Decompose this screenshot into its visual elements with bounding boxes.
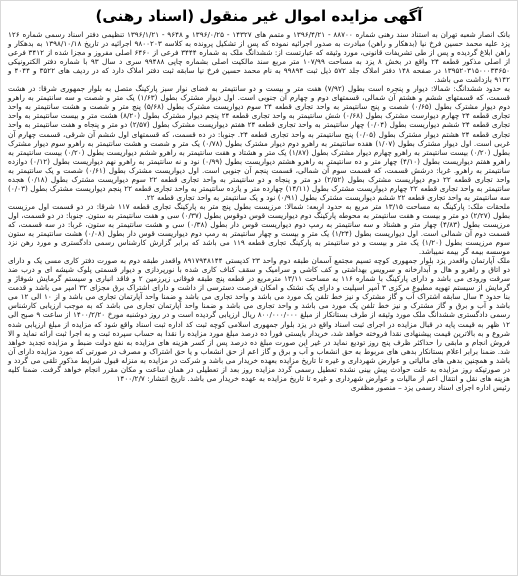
notice-title-bar	[5, 4, 513, 28]
signature-line	[8, 383, 510, 392]
paragraph-auction-terms: ملک آپارتمان واقعدر یزد بلوار جمهوری کوچه تسیم مجتمع آسمان طبقه دوم واحد ۲۳ کدپستی ۸۹۱۷۹۴۸۱۴۴ واقعدر طبقه دوم به صورت دفتر کاری مسی یک و دارای دو اتاق و راهرو و هال و آبدارخانه و سرویس بهداشتی و کف کاشی و سرامیک و سقف کناف کاری شده با نورپردازی و دیوار قسمتی پلوک شیشه ای و درب ضد سرقت ورودی می باشد و دارای پارکینگ با شماره ۱۱۶ به مساحت ۱۳/۱۱ مترمربع در قطعه پنج طبقه فوقانی زیرزمین ۲ و فاقد انباری و سیستم گرمایش شوفاژ و گرمایش از سیستم تهویه مطبوع مرکزی ۳ آمپر اسپلیت و دارای یک نشتک و امکان فرصت دسترسی از داشت و دارای اشتراک برق مجزای ۳۲ امپر می باشد و قدمت بنا حدود ۳ سال سابقه اشتراک آب و گاز مشترک و نیز خط تلفن یک مورد می باشد و واحد تجاری می باشد و ضمنا واحد آپارتمان تجاری می باشد و از ۱۰ الی ۱۲ می باشد و آب و برق و گاز مشترک و نیز خط تلفن یک مورد می باشد و واحد تجاری می باشد و ضمنا واحد آپارتمان تجاری می باشد که به موجب ارزیابی کارشناس رسمی دادگستری ششدانگ ملک مورد وثیقه از طرف بستانکار از مبلغ ۸۰۰/۰۰۰/۰۰۰ ریال ارزیابی گردیده است و در روز دوشنبه مورخ ۱۴۰۰/۲/۲۰ از ساعت ۹ صبح الی ۱۲ ظهر به قیمت پایه در قبال مزایده در اجرای ثبت اسناد واقع در یزد بلوار جمهوری اسلامی کوچه ثبت کد اداره ثبت اسناد واقع شود که مزایده از مبلغ ارزیابی شده شروع و به بالاترین قیمت پیشنهادی نقدا فروخته خواهد شد، خریدار بایستی فورا ده درصد مبلغ مورد مزایده را نقدا به حساب سپرده ثبت و به اجرا ثبت ارائه نماید و الا فروش انجام و مابقی را حداکثر ظرف پنج روز تودیع نماید در غیر این صورت مبلغ ده درصد پس از کسر هزینه های مزایده به نفع دولت ضبط و مزایده تجدید خواهد شد. ضمنا برابر اعلام بستانکار بدهی های مربوط به حق انشعاب و آب و برق و گاز اعم از حق انشعاب و یا حق اشتراک و مصرف در صورتی که مورد مزایده دارای آن باشد و همچنین بدهی های مالیاتی و عوارض شهرداری و غیره تا تاریخ مزایده بعهده خریدار می باشد و شرکت در مزایده به منزله قبول شرایط مذکور تلقی می گردد و در صورتیکه روز مزایده به علت حوادث پیش بینی نشده تعطیل رسمی گردد مزایده روز بعد از تعطیلی در همان ساعت و مکان مقرر انجام خواهد گرفت. ضمنا کلیه هزینه های نقل و انتقال اعم از مالیات و عوارض شهرداری و غیره تا تاریخ مزایده به عهده خریدار می باشد. تاریخ انتشار: ۱۴۰۰/۲/۷	[8, 256, 510, 383]
paragraph-property-description: بانک انصار شعبه تهران به استناد سند رهنی شماره ۸۸۷۰۰ - ۱۳۹۶/۴/۲۱ و متمم های ۱۴۳۲۷ - ۱۳۹۶/۰/۲۵ و ۹۶۴۸ - ۱۳۹۶/۱/۲۱ تنظیمی دفتر اسناد رسمی شماره ۱۲۶ یزد علیه محمد حسین فرخ نیا (بدهکار و راهن) مبادرت به صدور اجرائیه نموده که پس از تشکیل پرونده به کلاسه ۹۸۰۰۲۰۳ اجرائیه در تاریخ ۱۳۹۸/۱۰/۱۸ به بدهکار و راهن ابلاغ گردیده و پس از طی تشریفات قانونی، مورد وثیقه که عبارتست از: ششدانگ ملک به شماره ۳۴۴۴ فرعی از ۶۴۶۰ اصلی مفروز و مجزا شده از ۳۴۱۲ فرعی از اصلی مذکور قطعه ۲۴ واقع در بخش ۸ یزد به مساحت ۱۰۷/۹۹ متر مربع سند مالکیت اصلی بشماره چاپی ۹۹۴۸۸ سری د سال ۹۳ با شماره دفتر الکترونیکی ۱۳۹۵۲۰۳۱۵۰۰۰۳۳۶۵۰ در صفحه ۱۴۸ دفتر املاک جلد ۵۷۲ ذیل ثبت ۹۹۸۹۴ به نام محمد حسین فرخ نیا سابقه ثبت دفتر املاک دارد که در ردیف های ۳۵۲۲ و ۴۰۴۴ و ۹۱۴۲ بازداشت می باشد.	[8, 30, 511, 85]
paragraph-boundaries: به حدود ششدانگ: شمالا: دیوار و پنجره است بطول (۷/۹۲) هفت متر و بیست و دو سانتیمتر به فضای نوار سبز پارکینگ متصل به بلوار جمهوری شرقا: در هشت قسمت، که قسمتهای ششم و هشتم آن شمالی، قسمتهای دوم و چهارم آن جنوبی است. اول دیوار مشترک بطول (۱/۶۳) یک متر و شصت و سه سانتیمتر به راهرو دوم دیوار مشترک بطول (۰/۶۵) شصت و پنج سانتیمتر به واحد تجاری قطعه ۲۴ سوم دیواریست مشترک بطول (۵/۶۸) پنج متر و شصت و هشت سانتیمتر به واحد تجاری قطعه ۲۴ چهارم دیوارست مشترک بطول (۰/۶۸) شش سانتیمتر به واحد تجاری قطعه ۲۴ پنجم دیوار مشترک بطول (۸/۲۰) هشت متر و بیست سانتیمتر به واحد تجاری قطعه ۲۴ ششم دیواریست بطول (۰/۰۴) چهار سانتیمتر به واحد تجاری قطعه ۲۴ هفتم دیواریست مشترک بطول (۲/۵۷) دو متر و پنجاه و هفت سانتیمتر به واحد تجاری قطعه ۲۴ هشتم دیوار مشترک بطول (۰/۰۵) پنج سانتیمتر به واحد تجاری قطعه ۲۴. جنوبا: در ده قسمت، که قسمتهای اول ششم آن شرقی، قسمت چهارم آن غربی است. اول دیوار مشترک بطول (۱/۰۷) هفده سانتیمتر به راهرو دوم دیوار مشترک بطول (۰/۷۸) یک متر و شصت و هشت سانتیمتر به راهرو سوم دیوار مشترک بطول (۰/۲۰) بیست سانتیمتر به راهرو چهارم دیوار مشترک بطول (۱/۸۷) یک متر و هشتاد و هفت سانتیمتر به راهرو ششم دیواریست بطول (۰/۲۰) بیست سانتیمتر به راهرو هفتم دیواریست بطول (۴/۱۰) چهار متر و ده سانتیمتر به راهرو هشتم دیواریست بطول (۰/۹۹) نود و نه سانتیمتر به راهرو نهم دیواریست بطول (۰/۱۲) دوازده سانتیمتر به راهرو. غربا: درشش قسمت، که قسمت سوم آن شمالی، قسمت پنجم آن جنوبی است. اول دیواریست مشترک بطول (۰/۶۱) شصت و یک سانتیمتر به واحد تجاری قطعه ۲۲ دوم دیواریست مشترک بطول (۲/۵۲) دو متر و پنجاه و دو سانتیمتر به واحد تجاری قطعه ۲۲ سوم دیواریست مشترک بطول (۰/۱۸) هجده سانتیمتر به واحد تجاری قطعه ۲۲ چهارم دیواریست مشترک بطول (۱۴/۱۱) چهارده متر و یازده سانتیمتر به واحد تجاری قطعه ۲۲ پنجم دیواریست مشترک بطول (۰/۰۳) سه سانتیمتر به واحد تجاری قطعه ۲۲ ششم دیواریست مشترک بطول (۰/۹۱) نود و یک سانتیمتر به واحد تجاری قطعه ۲۲.	[8, 84, 511, 202]
notice-body	[8, 30, 510, 383]
signature-text: رئیس اداره اجرای اسناد رسمی یزد – منصور مظفری	[350, 382, 510, 392]
notice-title: آگهی مزایده اموال غیر منقول (اسناد رهنی)	[95, 7, 423, 25]
paragraph-parking-annex: ملحقات ملک: پارکینگ به مساحت ۱۳/۱۵ متر مربع به حدود اربعه: شمالا: مرزیست بطول پنج متر به پارکینگ تجاری قطعه ۱۱۷ شرقا: در دو قسمت اول مرزیست بطول (۲/۲۷) دو متر و بیست و هفت سانتیمتر به محوطه پارکینگ دوم دیواریست قوس دوقوس بطول (۰/۳۷) سی و هفت سانتیمتر به ستون. جنوبا: در دو قسمت، اول مرزیست بطول (۴/۸۳) چهار متر و هشتاد و سه سانتیمتر به رمپ دوم دیواریست قوس دار بطول (۰/۳۸) سی و هشت سانتیمتر به ستون، غربا: در سه قسمت، که قسمت دوم آن شمالی است. اول دیواریست بطول (۱/۲۴) یک متر و بیست و چهار سانتیمتر به رمپ دوم دیواریست قوس دار بطول (۰/۰۸) هشت سانتیمتر به ستون سوم مرزیست بطول (۱/۲۰) یک متر و بیست و دو سانتیمتر به پارکینگ تجاری قطعه ۱۱۹ می باشد که برابر گزارش کارشناس رسمی دادگستری و مورد رهن نزد موسسه بیمه گر بیمه نمیباشد.	[8, 201, 510, 257]
